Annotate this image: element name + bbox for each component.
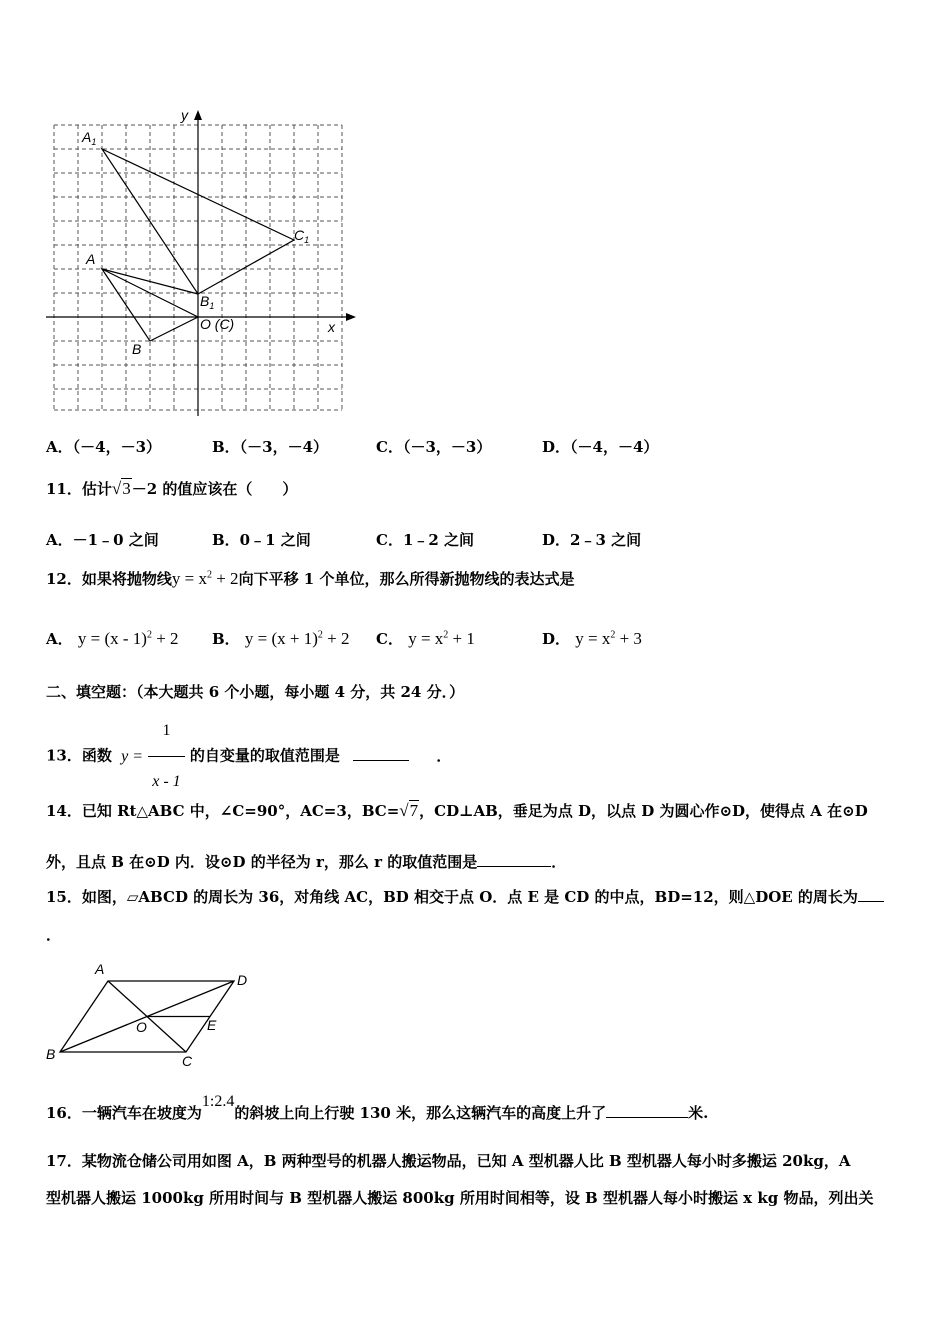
label-o: O — [136, 1019, 147, 1035]
q15-end: ． — [46, 926, 62, 944]
label-a: A — [95, 961, 105, 977]
sqrt-3: √3 — [111, 479, 131, 498]
y-axis-arrow-icon — [194, 110, 202, 120]
q14-line2: 外，且点 B 在⊙D 内．设⊙D 的半径为 r，那么 r 的取值范围是 ． — [46, 853, 567, 871]
q12-option-b: B． $y = (x + 1)^2 + 2$ — [212, 629, 350, 648]
label-d: D — [237, 972, 248, 988]
label-b1: $B_1$ — [200, 293, 215, 311]
q10-option-b: B．（－3，－4） — [212, 438, 329, 456]
q16-question: 16．一辆汽车在坡度为1:2.4的斜坡上向上行驶 130 米，那么这辆汽车的高度上升了 米. — [46, 1093, 709, 1122]
q10-option-d: D．（－4，－4） — [542, 438, 659, 456]
label-c: C — [182, 1053, 193, 1069]
q10-option-c: C．（－3，－3） — [376, 438, 492, 456]
q17-line2: 型机器人搬运 1000kg 所用时间与 B 型机器人搬运 800kg 所用时间相等，设 B 型机器人每小时搬运 x kg 物品，列出关 — [46, 1189, 874, 1207]
q13-answer-blank[interactable] — [353, 748, 409, 761]
x-axis-arrow-icon — [346, 313, 356, 321]
q12-option-c: C． $y = x^2 + 1$ — [376, 629, 475, 648]
q11-option-c: C．1﹣2 之间 — [376, 531, 475, 549]
q14-answer-blank[interactable] — [477, 854, 551, 867]
label-b: B — [46, 1046, 56, 1062]
q10-option-a: A．（－4，－3） — [46, 438, 162, 456]
q11-question: 11．估计√3－2 的值应该在（ ） — [46, 479, 298, 498]
parallelogram-figure — [40, 958, 270, 1073]
sqrt-7: √7 — [399, 801, 419, 820]
q12-option-a: A． y = (x - 1)$^2$ + 2 — [46, 629, 179, 648]
axis-y-label: y — [181, 107, 188, 123]
axis-x-label: x — [328, 319, 335, 335]
q16-answer-blank[interactable] — [606, 1105, 688, 1118]
section-2-heading: 二、填空题：（本大题共 6 个小题，每小题 4 分，共 24 分．） — [46, 683, 465, 701]
label-a1: $A_1$ — [82, 129, 97, 147]
q12-formula: $y = x^2 + 2$ — [171, 569, 239, 588]
label-c1: $C_1$ — [294, 227, 310, 245]
slope-ratio: 1:2.4 — [201, 1093, 235, 1110]
q15-question: 15．如图，▱ABCD 的周长为 36，对角线 AC，BD 相交于点 O．点 E 是 CD 的中点，BD=12，则△DOE 的周长为 — [46, 886, 884, 907]
q11-option-d: D．2﹣3 之间 — [542, 531, 642, 549]
label-a: A — [86, 251, 96, 267]
q13-fraction: $\frac{1}{x - 1}$ — [148, 706, 184, 807]
q12-question: 12．如果将抛物线$y = x^2 + 2$向下平移 1 个单位，那么所得新抛物线的表达式是 — [46, 569, 575, 588]
q12-option-d: D． $y = x^2 + 3$ — [542, 629, 642, 648]
q15-answer-blank[interactable] — [858, 889, 884, 902]
q14-line1: 14．已知 Rt△ABC 中，∠C=90°，AC=3，BC=√7，CD⊥AB，垂足为点 D，以点 D 为圆心作⊙D，使得点 A 在⊙D — [46, 801, 868, 820]
q11-option-a: A．－1﹣0 之间 — [46, 531, 159, 549]
label-o-c: O (C) — [200, 316, 235, 332]
q17-line1: 17．某物流仓储公司用如图 A，B 两种型号的机器人搬运物品，已知 A 型机器人比 B 型机器人每小时多搬运 20kg，A — [46, 1152, 851, 1170]
label-b: B — [132, 341, 142, 357]
q11-option-b: B．0﹣1 之间 — [212, 531, 311, 549]
label-e: E — [207, 1017, 217, 1033]
q13-question: 13．函数 y = $\frac{1}{x - 1}$ 的自变量的取值范围是 ． — [46, 706, 451, 807]
coordinate-grid-figure — [40, 100, 370, 420]
